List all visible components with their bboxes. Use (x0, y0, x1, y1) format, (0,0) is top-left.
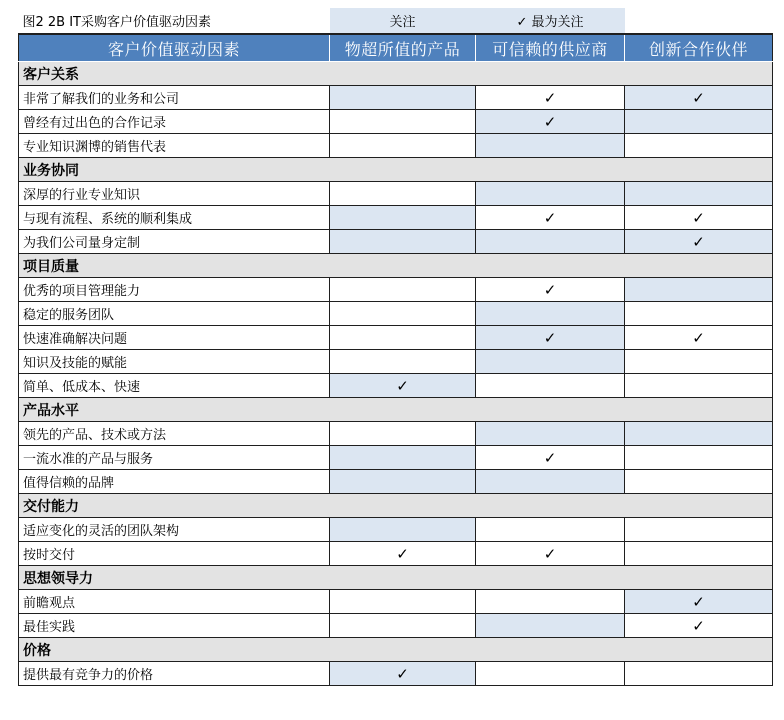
empty-mark-cell[interactable] (330, 446, 476, 470)
factor-cell[interactable]: 前瞻观点 (19, 590, 330, 614)
factor-cell[interactable]: 最佳实践 (19, 614, 330, 638)
factor-cell[interactable]: 快速准确解决问题 (19, 326, 330, 350)
empty-mark-cell[interactable] (330, 422, 476, 446)
category-row (19, 638, 773, 662)
empty-mark-cell[interactable] (476, 302, 625, 326)
check-mark-cell[interactable]: ✓ (625, 590, 773, 614)
empty-mark-cell[interactable] (625, 302, 773, 326)
factor-cell[interactable]: 专业知识渊博的销售代表 (19, 134, 330, 158)
empty-mark-cell[interactable] (625, 422, 773, 446)
empty-mark-cell[interactable] (330, 518, 476, 542)
empty-mark-cell[interactable] (330, 134, 476, 158)
empty-mark-cell[interactable] (330, 590, 476, 614)
column-header-trusted-supplier[interactable]: 可信赖的供应商 (476, 34, 625, 62)
empty-mark-cell[interactable] (476, 422, 625, 446)
check-mark-cell[interactable]: ✓ (330, 662, 476, 686)
factor-cell[interactable]: 领先的产品、技术或方法 (19, 422, 330, 446)
empty-mark-cell[interactable] (476, 470, 625, 494)
empty-mark-cell[interactable] (476, 182, 625, 206)
empty-mark-cell[interactable] (330, 182, 476, 206)
empty-mark-cell[interactable] (625, 662, 773, 686)
category-row (19, 62, 773, 86)
table-row (19, 470, 773, 494)
empty-mark-cell[interactable] (330, 326, 476, 350)
check-mark-cell[interactable]: ✓ (625, 230, 773, 254)
table-row (19, 350, 773, 374)
table-row (19, 86, 773, 110)
empty-mark-cell[interactable] (476, 614, 625, 638)
empty-mark-cell[interactable] (625, 350, 773, 374)
legend-empty-cell[interactable] (625, 8, 773, 34)
factor-cell[interactable]: 曾经有过出色的合作记录 (19, 110, 330, 134)
empty-mark-cell[interactable] (625, 134, 773, 158)
table-row (19, 206, 773, 230)
empty-mark-cell[interactable] (625, 110, 773, 134)
check-mark-cell[interactable]: ✓ (625, 326, 773, 350)
factor-cell[interactable]: 简单、低成本、快速 (19, 374, 330, 398)
factor-cell[interactable]: 稳定的服务团队 (19, 302, 330, 326)
table-row (19, 614, 773, 638)
check-mark-cell[interactable]: ✓ (476, 446, 625, 470)
check-mark-cell[interactable]: ✓ (330, 374, 476, 398)
table-row (19, 230, 773, 254)
check-mark-cell[interactable]: ✓ (625, 86, 773, 110)
empty-mark-cell[interactable] (330, 86, 476, 110)
factor-cell[interactable]: 非常了解我们的业务和公司 (19, 86, 330, 110)
category-label[interactable]: 项目质量 (19, 254, 773, 278)
legend-most-focus-label[interactable]: ✓ 最为关注 (476, 8, 625, 34)
factor-cell[interactable]: 与现有流程、系统的顺利集成 (19, 206, 330, 230)
empty-mark-cell[interactable] (330, 206, 476, 230)
legend-focus-label[interactable]: 关注 (330, 8, 476, 34)
category-label[interactable]: 产品水平 (19, 398, 773, 422)
factor-cell[interactable]: 深厚的行业专业知识 (19, 182, 330, 206)
factor-cell[interactable]: 知识及技能的赋能 (19, 350, 330, 374)
column-header-value-product[interactable]: 物超所值的产品 (330, 34, 476, 62)
empty-mark-cell[interactable] (476, 662, 625, 686)
empty-mark-cell[interactable] (330, 470, 476, 494)
category-row (19, 566, 773, 590)
value-driver-table (18, 8, 773, 686)
table-row (19, 134, 773, 158)
empty-mark-cell[interactable] (476, 230, 625, 254)
empty-mark-cell[interactable] (625, 518, 773, 542)
check-mark-cell[interactable]: ✓ (476, 326, 625, 350)
column-header-row (19, 34, 773, 62)
table-row (19, 278, 773, 302)
check-mark-cell[interactable]: ✓ (476, 542, 625, 566)
factor-cell[interactable]: 一流水准的产品与服务 (19, 446, 330, 470)
table-row (19, 590, 773, 614)
table-row (19, 662, 773, 686)
factor-cell[interactable]: 为我们公司量身定制 (19, 230, 330, 254)
check-mark-cell[interactable]: ✓ (625, 614, 773, 638)
table-row (19, 302, 773, 326)
table-row (19, 182, 773, 206)
empty-mark-cell[interactable] (476, 350, 625, 374)
empty-mark-cell[interactable] (625, 278, 773, 302)
empty-mark-cell[interactable] (330, 614, 476, 638)
empty-mark-cell[interactable] (625, 542, 773, 566)
category-label[interactable]: 思想领导力 (19, 566, 773, 590)
category-row (19, 494, 773, 518)
factor-cell[interactable]: 适应变化的灵活的团队架构 (19, 518, 330, 542)
category-row (19, 254, 773, 278)
empty-mark-cell[interactable] (330, 350, 476, 374)
empty-mark-cell[interactable] (625, 446, 773, 470)
table-row (19, 374, 773, 398)
check-mark-cell[interactable]: ✓ (476, 206, 625, 230)
table-row (19, 542, 773, 566)
table-row (19, 326, 773, 350)
sheet-title[interactable]: 图2 2B IT采购客户价值驱动因素 (22, 15, 212, 30)
empty-mark-cell[interactable] (625, 182, 773, 206)
table-row (19, 446, 773, 470)
category-row (19, 158, 773, 182)
empty-mark-cell[interactable] (330, 230, 476, 254)
check-mark-cell[interactable]: ✓ (625, 206, 773, 230)
table-body (19, 62, 773, 686)
check-mark-cell[interactable]: ✓ (476, 110, 625, 134)
column-header-factor[interactable]: 客户价值驱动因素 (19, 34, 330, 62)
empty-mark-cell[interactable] (330, 302, 476, 326)
category-label[interactable]: 交付能力 (19, 494, 773, 518)
check-mark-cell[interactable]: ✓ (330, 542, 476, 566)
column-header-innovation-partner[interactable]: 创新合作伙伴 (625, 34, 773, 62)
empty-mark-cell[interactable] (625, 374, 773, 398)
empty-mark-cell[interactable] (330, 110, 476, 134)
table-row (19, 518, 773, 542)
table-row (19, 110, 773, 134)
category-label[interactable]: 业务协同 (19, 158, 773, 182)
table-row (19, 422, 773, 446)
empty-mark-cell[interactable] (476, 374, 625, 398)
category-label[interactable]: 价格 (19, 638, 773, 662)
check-mark-cell[interactable]: ✓ (476, 278, 625, 302)
factor-cell[interactable]: 优秀的项目管理能力 (19, 278, 330, 302)
factor-cell[interactable]: 值得信赖的品牌 (19, 470, 330, 494)
empty-mark-cell[interactable] (476, 134, 625, 158)
factor-cell[interactable]: 提供最有竞争力的价格 (19, 662, 330, 686)
factor-cell[interactable]: 按时交付 (19, 542, 330, 566)
legend-row (19, 8, 773, 34)
category-label[interactable]: 客户关系 (19, 62, 773, 86)
category-row (19, 398, 773, 422)
empty-mark-cell[interactable] (476, 590, 625, 614)
check-mark-cell[interactable]: ✓ (476, 86, 625, 110)
empty-mark-cell[interactable] (330, 278, 476, 302)
empty-mark-cell[interactable] (625, 470, 773, 494)
empty-mark-cell[interactable] (476, 518, 625, 542)
